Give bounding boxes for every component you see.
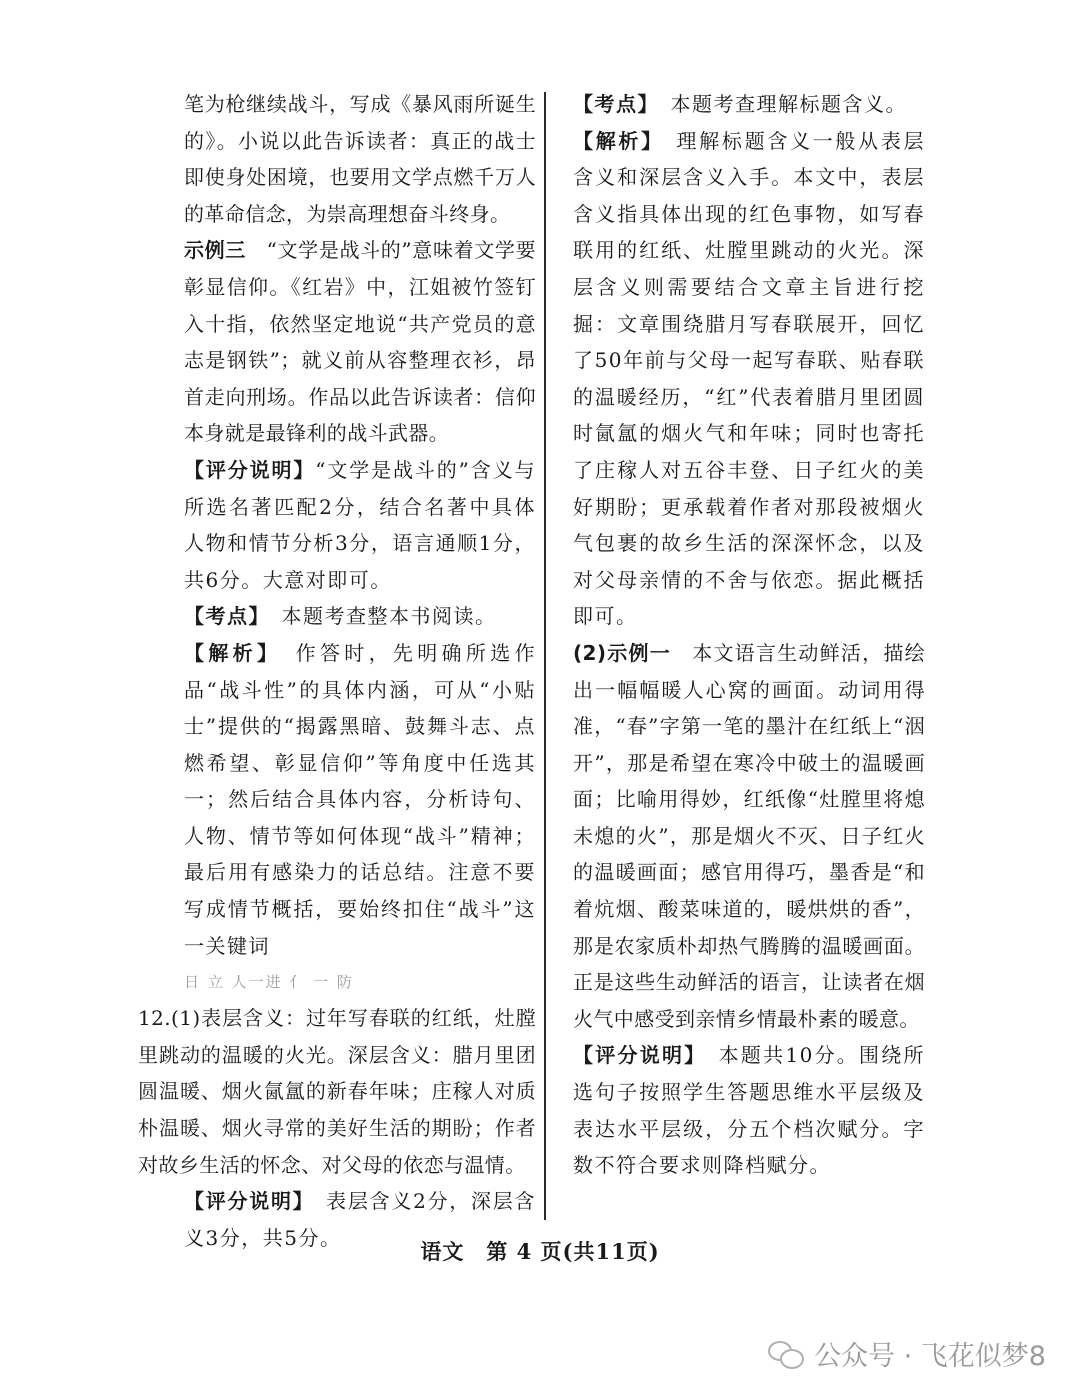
right-test-point-text: 本题考查理解标题含义。 xyxy=(670,92,907,116)
column-divider xyxy=(544,92,546,1220)
scoring-note-text: “文学是战斗的”含义与所选名著匹配2分，结合名著中具体人物和情节分析3分，语言通顺1分，共6分。大意对即可。 xyxy=(184,457,537,592)
question-12-number: 12. xyxy=(138,1006,172,1031)
watermark xyxy=(768,1334,1046,1373)
left-column xyxy=(138,86,537,1256)
test-point xyxy=(184,598,536,635)
right-test-point-label: 【考点】 xyxy=(573,92,649,116)
right-scoring-note-text: 本题共10分。围绕所选句子按照学生答题思维水平层级及表达水平层级，分五个档次赋分。字数不符合要求则降档赋分。 xyxy=(573,1043,926,1178)
right-scoring-note xyxy=(573,1037,925,1183)
question-12-part-2-label: (2)示例一 xyxy=(573,640,671,665)
analysis-label: 【解析】 xyxy=(184,640,272,665)
example-three xyxy=(184,232,536,452)
scoring-note-label: 【评分说明】 xyxy=(184,457,316,482)
right-test-point xyxy=(573,86,925,123)
question-12-part-2-text: 本文语言生动鲜活，描绘出一幅幅暖人心窝的画面。动词用得准，“春”字第一笔的墨汁在红纸上“洇开”，那是希望在寒冷中破土的温暖画面；比喻用得妙，红纸像“灶膛里将熄未熄的火”，那是烟火不灭、日子红火的温暖画面；感官用得巧，墨香是“和着炕烟、酸菜味道的，暖烘烘的香”，那是农家质朴却热气腾腾的温暖画面。正是这些生动鲜活的语言，让读者在烟火气中感受到亲情乡情最朴素的暖意。 xyxy=(573,640,925,1031)
analysis xyxy=(184,635,536,964)
scoring-note xyxy=(184,452,536,598)
question-12-scoring-label: 【评分说明】 xyxy=(184,1189,305,1214)
question-12-scoring-text: 表层含义2分，深层含义3分，共5分。 xyxy=(184,1189,537,1250)
example-three-text: “文学是战斗的”意味着文学要彰显信仰。《红岩》中，江姐被竹签钉入十指，依然坚定地说“共产党员的意志是钢铁”；就义前从容整理衣衫，昂首走向刑场。作品以此告诉读者：信仰本身就是最锋利的战斗武器。 xyxy=(184,238,536,446)
page-footer: 语文 第 4 页(共11页) xyxy=(420,1239,660,1264)
question-12-text: (1)表层含义：过年写春联的红纸，灶膛里跳动的温暖的火光。深层含义：腊月里团圆温暖、烟火氤氲的新春年味；庄稼人对质朴温暖、烟火寻常的美好生活的期盼；作者对故乡生活的怀念、对父母的依恋与温情。 xyxy=(138,1006,536,1177)
right-analysis xyxy=(573,123,925,635)
question-12-part-2 xyxy=(573,635,925,1038)
right-scoring-note-label: 【评分说明】 xyxy=(573,1043,697,1068)
watermark-text: 公众号 · 飞花似梦8 xyxy=(814,1341,1046,1372)
paragraph-continuation: 笔为枪继续战斗，写成《暴风雨所诞生的》。小说以此告诉读者：真正的战士即使身处困境，也要用文学点燃千万人的革命信念，为崇高理想奋斗终身。 xyxy=(184,92,536,226)
right-analysis-text: 理解标题含义一般从表层含义和深层含义入手。本文中，表层含义指具体出现的红色事物，如写春联用的红纸、灶膛里跳动的火光。深层含义则需要结合文章主旨进行挖掘：文章围绕腊月写春联展开，回忆了50年前与父母一起写春联、贴春联的温暖经历，“红”代表着腊月里团圆时氤氲的烟火气和年味；同时也寄托了庄稼人对五谷丰登、日子红火的美好期盼；更承载着作者对那段被烟火气包裹的故乡生活的深深怀念，以及对父母亲情的不舍与依恋。据此概括即可。 xyxy=(573,128,926,629)
wechat-icon xyxy=(768,1339,804,1369)
test-point-label: 【考点】 xyxy=(184,604,260,629)
right-column xyxy=(573,86,925,1184)
question-12 xyxy=(138,1000,536,1183)
faded-text-line: 日 立 人一进 亻 一 防 xyxy=(184,973,354,992)
test-point-text: 本题考查整本书阅读。 xyxy=(281,604,497,629)
example-three-label: 示例三 xyxy=(184,238,246,263)
analysis-text: 作答时，先明确所选作品“战斗性”的具体内涵，可从“小贴士”提供的“揭露黑暗、鼓舞斗志、点燃希望、彰显信仰”等角度中任选其一；然后结合具体内容，分析诗句、人物、情节等如何体现“战斗”精神；最后用有感染力的话总结。注意不要写成情节概括，要始终扣住“战斗”这一关键词 xyxy=(184,640,537,958)
right-analysis-label: 【解析】 xyxy=(573,128,654,153)
